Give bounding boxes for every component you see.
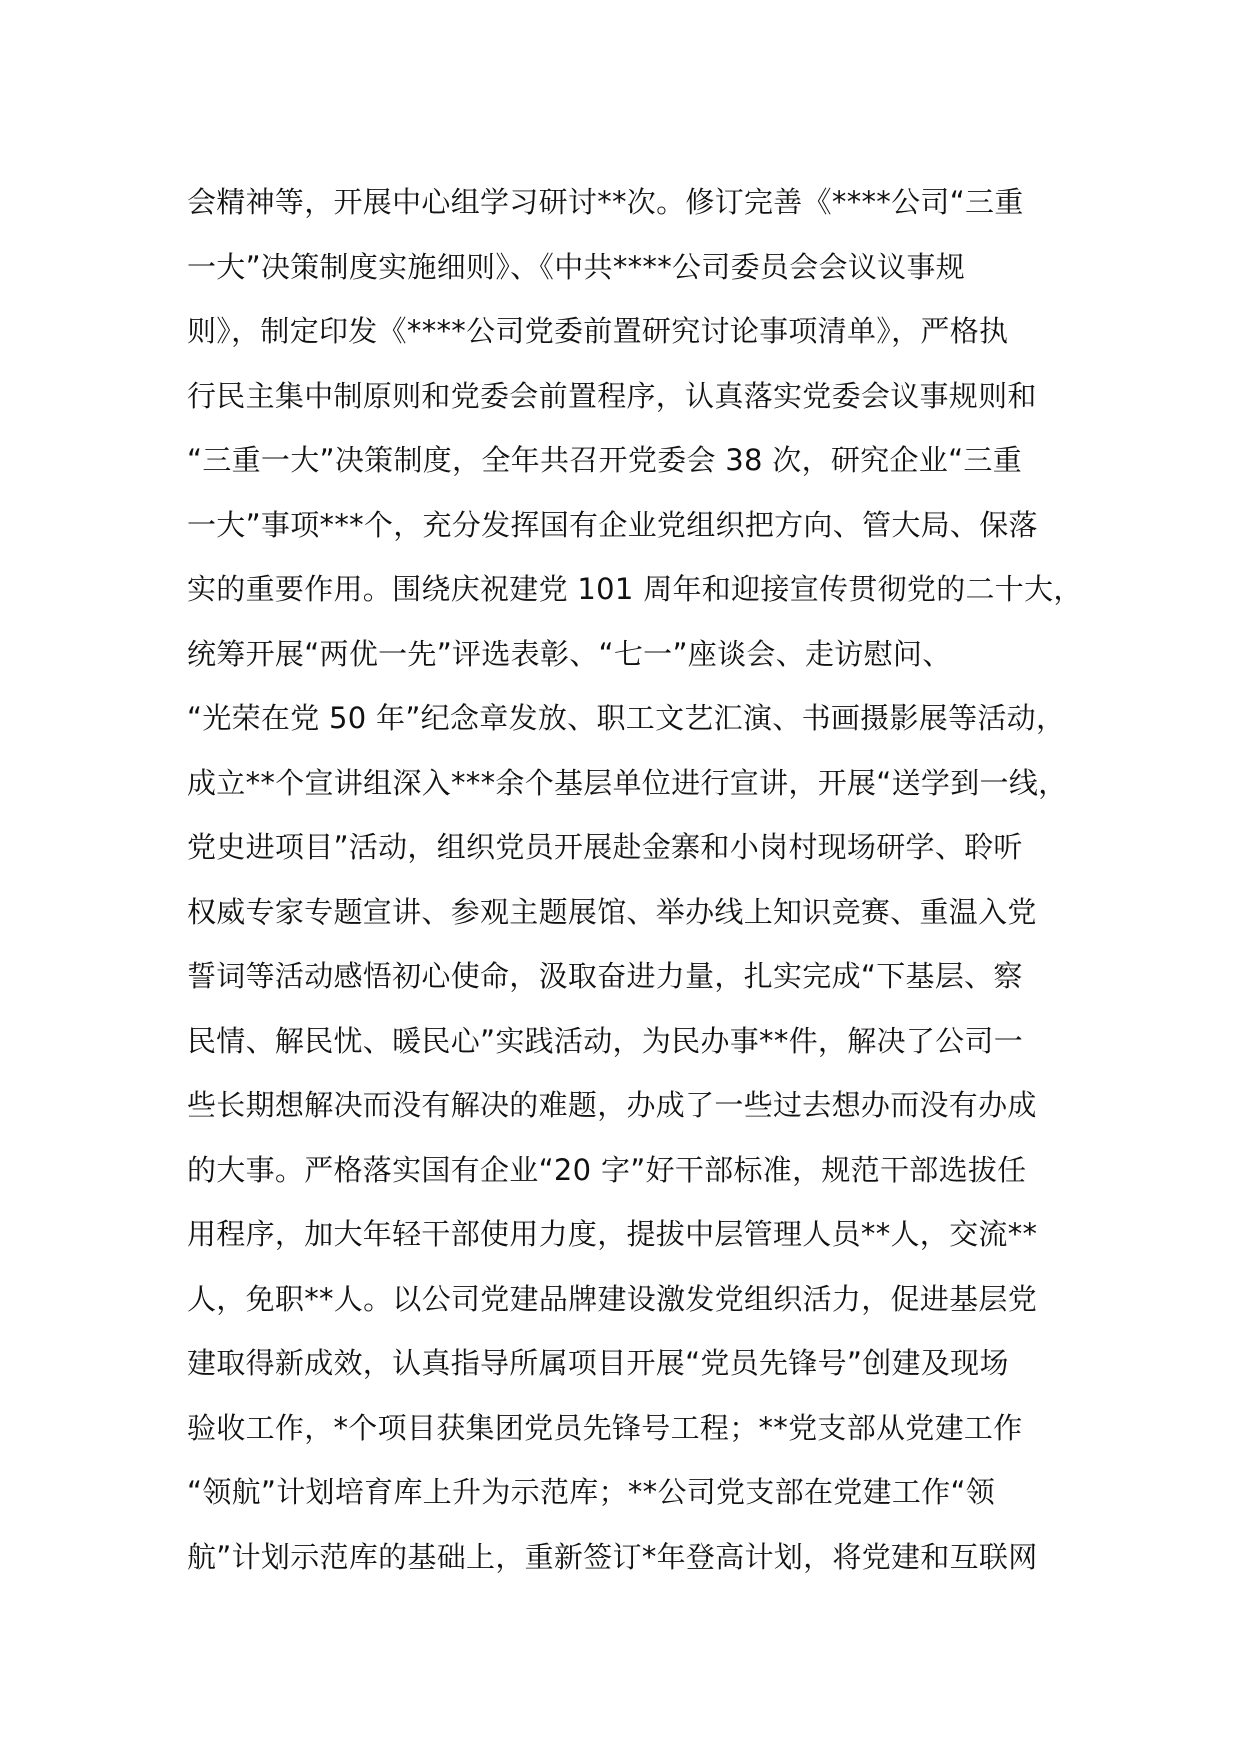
text-line: 人，免职**人。以公司党建品牌建设激发党组织活力，促进基层党 [187,1281,1038,1316]
text-line: 建取得新成效，认真指导所属项目开展“党员先锋号”创建及现场 [187,1346,1009,1380]
text-line: 航”计划示范库的基础上，重新签订*年登高计划，将党建和互联网 [187,1539,1038,1574]
text-line: 誓词等活动感悟初心使命，汲取奋进力量，扎实完成“下基层、察 [187,959,1023,993]
text-line: 一大”事项***个，充分发挥国有企业党组织把方向、管大局、保落 [187,507,1038,542]
text-line: 成立**个宣讲组深入***余个基层单位进行宣讲，开展“送学到一线， [187,765,1068,800]
text-line: 实的重要作用。围绕庆祝建党 101 周年和迎接宣传贯彻党的二十大， [187,572,1083,606]
text-line: 会精神等，开展中心组学习研讨**次。修订完善《****公司“三重 [187,185,1024,219]
text-line: “三重一大”决策制度，全年共召开党委会 38 次，研究企业“三重 [187,443,1023,477]
text-line: 权威专家专题宣讲、参观主题展馆、举办线上知识竞赛、重温入党 [187,894,1037,929]
text-line: 些长期想解决而没有解决的难题，办成了一些过去想办而没有办成 [187,1088,1037,1122]
body-paragraph [187,170,1087,1589]
text-line: 则》，制定印发《****公司党委前置研究讨论事项清单》，严格执 [187,314,1009,348]
text-line: 行民主集中制原则和党委会前置程序，认真落实党委会议事规则和 [187,378,1037,413]
text-line: 验收工作，*个项目获集团党员先锋号工程；**党支部从党建工作 [187,1410,1023,1445]
text-line: 党史进项目”活动，组织党员开展赴金寨和小岗村现场研学、聆听 [187,830,1023,864]
text-line: 统筹开展“两优一先”评选表彰、“七一”座谈会、走访慰问、 [187,636,952,671]
text-line: 民情、解民忧、暖民心”实践活动，为民办事**件，解决了公司一 [187,1023,1024,1058]
text-line: “领航”计划培育库上升为示范库；**公司党支部在党建工作“领 [187,1475,996,1509]
text-line: 的大事。严格落实国有企业“20 字”好干部标准，规范干部选拔任 [187,1152,1027,1187]
text-line: 用程序，加大年轻干部使用力度，提拔中层管理人员**人，交流** [187,1217,1038,1251]
text-line: 一大”决策制度实施细则》、《中共****公司委员会会议议事规 [187,249,966,284]
text-line: “光荣在党 50 年”纪念章发放、职工文艺汇演、书画摄影展等活动， [187,701,1066,735]
